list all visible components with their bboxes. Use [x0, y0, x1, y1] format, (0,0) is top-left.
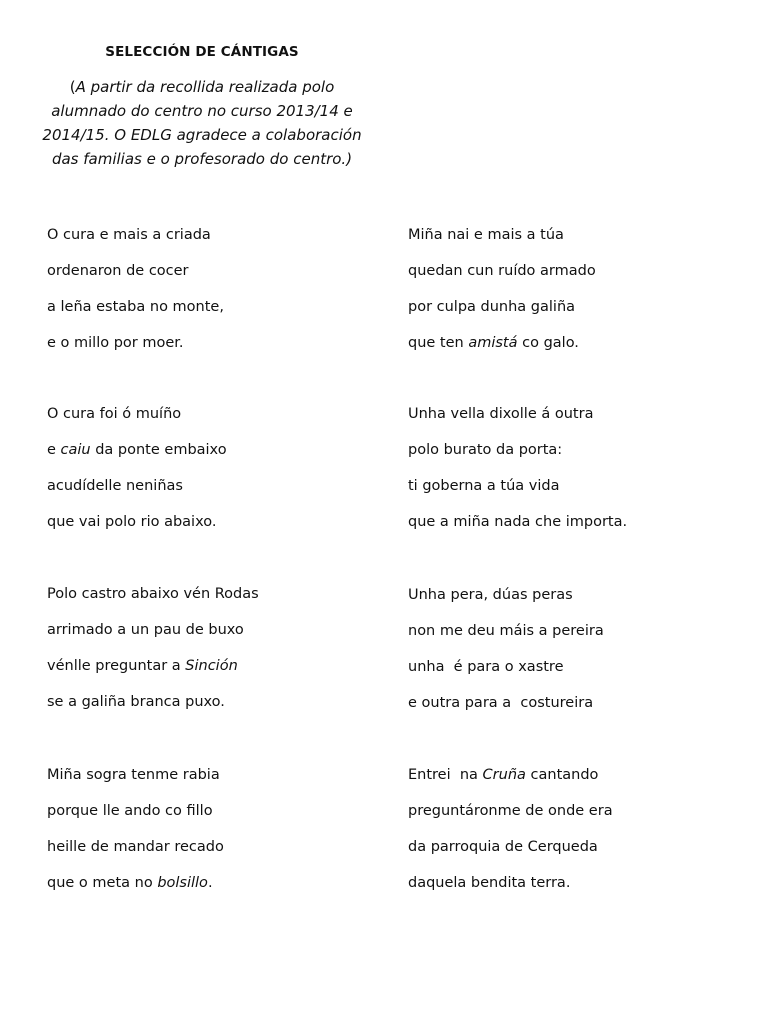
verse-text: que o meta no	[47, 875, 158, 891]
verse-text: quedan cun ruído armado	[408, 263, 596, 279]
verse-text: polo burato da porta:	[408, 442, 563, 458]
verse-line	[408, 621, 728, 657]
subtitle-text: A partir da recollida realizada polo alumnado do centro no curso 2013/14 e 2014/15. O EDLG agradece a colaboración das familias e o profesorado do centro.)	[42, 78, 362, 168]
verse-line	[408, 404, 728, 440]
verse-text: porque lle ando co fillo	[47, 803, 213, 819]
verse-text: O cura e mais a criada	[47, 227, 211, 243]
stanza	[47, 225, 367, 369]
verse-text: acudídelle neniñas	[47, 478, 183, 494]
verse-text: Miña sogra tenme rabia	[47, 767, 220, 783]
verse-line	[408, 585, 728, 621]
verse-line	[47, 512, 367, 548]
verse-text: e	[47, 442, 61, 458]
stanza	[408, 225, 728, 369]
verse-line	[47, 225, 367, 261]
verse-line	[47, 297, 367, 333]
document-title: SELECCIÓN DE CÁNTIGAS	[105, 44, 299, 60]
verse-text: que ten	[408, 335, 469, 351]
verse-line	[47, 333, 367, 369]
verse-line	[408, 333, 728, 369]
verse-italic-word: bolsillo	[157, 875, 208, 891]
verse-text: cantando	[525, 767, 599, 783]
stanza	[408, 765, 728, 909]
verse-text: da ponte embaixo	[90, 442, 227, 458]
verse-line	[408, 440, 728, 476]
stanza	[47, 584, 367, 728]
stanza	[408, 404, 728, 548]
verse-line	[47, 692, 367, 728]
subtitle-paren: (	[69, 78, 76, 96]
verse-text: que vai polo rio abaixo.	[47, 514, 217, 530]
verse-text: co galo.	[517, 335, 579, 351]
verse-line	[47, 765, 367, 801]
stanza	[47, 765, 367, 909]
verse-line	[47, 620, 367, 656]
verse-line	[408, 225, 728, 261]
verse-line	[47, 801, 367, 837]
verse-text: heille de mandar recado	[47, 839, 224, 855]
verse-text: Polo castro abaixo vén Rodas	[47, 586, 259, 602]
verse-text: non me deu máis a pereira	[408, 623, 604, 639]
verse-line	[408, 512, 728, 548]
verse-line	[408, 873, 728, 909]
verse-text: arrimado a un pau de buxo	[47, 622, 244, 638]
verse-text: da parroquia de Cerqueda	[408, 839, 598, 855]
verse-text: daquela bendita terra.	[408, 875, 571, 891]
verse-line	[408, 297, 728, 333]
verse-text: O cura foi ó muíño	[47, 406, 182, 422]
stanza	[47, 404, 367, 548]
verse-italic-word: Cruña	[482, 767, 526, 783]
verse-line	[408, 261, 728, 297]
verse-line	[408, 801, 728, 837]
verse-line	[47, 584, 367, 620]
verse-line	[47, 476, 367, 512]
verse-line	[408, 765, 728, 801]
verse-text: preguntáronme de onde era	[408, 803, 613, 819]
verse-text: Entrei na	[408, 767, 483, 783]
verse-text: .	[207, 875, 213, 891]
verse-line	[47, 837, 367, 873]
verse-text: Miña nai e mais a túa	[408, 227, 564, 243]
verse-text: se a galiña branca puxo.	[47, 694, 225, 710]
verse-text: ordenaron de cocer	[47, 263, 189, 279]
verse-text: por culpa dunha galiña	[408, 299, 576, 315]
verse-line	[408, 837, 728, 873]
verse-italic-word: Sinción	[185, 658, 238, 674]
verse-italic-word: caiu	[60, 442, 91, 458]
verse-line	[408, 657, 728, 693]
verse-text: vénlle preguntar a	[47, 658, 186, 674]
verse-line	[47, 873, 367, 909]
verse-text: ti goberna a túa vida	[408, 478, 560, 494]
verse-text: unha é para o xastre	[408, 659, 564, 675]
document-subtitle	[40, 75, 364, 171]
verse-line	[408, 693, 728, 729]
verse-italic-word: amistá	[468, 335, 518, 351]
verse-text: e o millo por moer.	[47, 335, 184, 351]
verse-text: a leña estaba no monte,	[47, 299, 224, 315]
verse-text: que a miña nada che importa.	[408, 514, 628, 530]
stanza	[408, 585, 728, 729]
verse-line	[47, 404, 367, 440]
verse-line	[47, 440, 367, 476]
verse-text: Unha vella dixolle á outra	[408, 406, 594, 422]
verse-line	[47, 261, 367, 297]
verse-text: e outra para a costureira	[408, 695, 594, 711]
verse-line	[47, 656, 367, 692]
verse-line	[408, 476, 728, 512]
verse-text: Unha pera, dúas peras	[408, 587, 573, 603]
